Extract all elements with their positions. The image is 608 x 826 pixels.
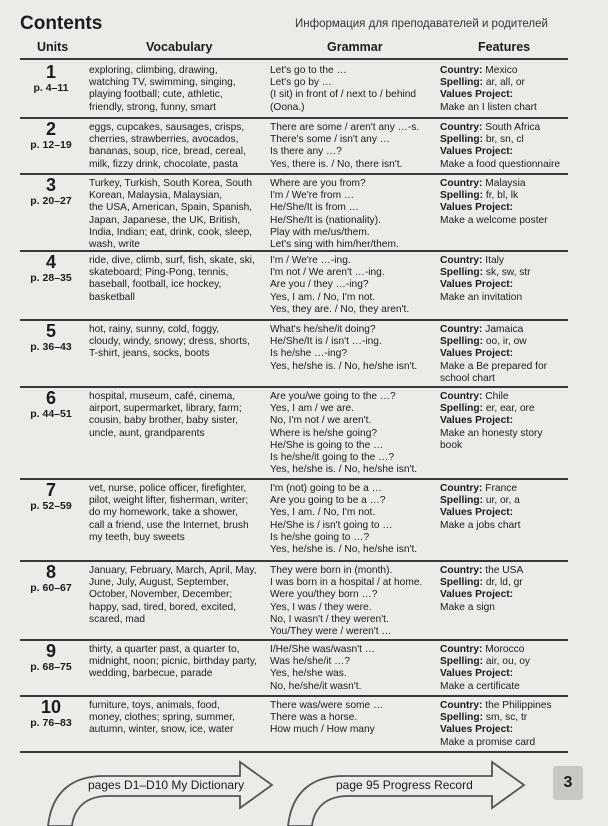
unit-cell bbox=[20, 321, 82, 354]
vocabulary-cell bbox=[89, 644, 265, 681]
grammar-line: Yes, they are. / No, they aren't. bbox=[270, 303, 410, 315]
country-line bbox=[440, 483, 570, 495]
values-project-heading: Values Project: bbox=[440, 89, 514, 101]
table-row bbox=[20, 562, 568, 640]
vocabulary-line: June, July, August, September, bbox=[89, 577, 229, 589]
vocabulary-line: wedding, barbecue, parade bbox=[89, 668, 213, 680]
unit-pages: p. 60–67 bbox=[30, 582, 72, 594]
table-row bbox=[20, 480, 568, 561]
vocabulary-line: cloudy, windy, snowy; dress, shorts, bbox=[89, 336, 250, 348]
country-line bbox=[440, 65, 570, 77]
features-cell bbox=[440, 565, 570, 614]
grammar-line: He/She/It is / isn't …-ing. bbox=[270, 336, 382, 348]
values-project-text: Make a Be prepared for bbox=[440, 360, 548, 372]
row-divider bbox=[20, 639, 568, 641]
features-cell bbox=[440, 700, 570, 749]
grammar-line: Let's sing with him/her/them. bbox=[270, 239, 399, 251]
spelling-label: Spelling: bbox=[440, 403, 484, 415]
vocabulary-line: uncle, aunt, grandparents bbox=[89, 427, 205, 439]
grammar-cell bbox=[270, 700, 438, 737]
grammar-line: He/She/It is from … bbox=[270, 202, 359, 214]
features-cell bbox=[440, 324, 570, 385]
spelling-line bbox=[440, 77, 570, 89]
country-label: Country: bbox=[440, 565, 483, 576]
values-project-label bbox=[440, 146, 570, 158]
vocabulary-line: call a friend, use the Internet, brush bbox=[89, 519, 249, 531]
progress-record-link[interactable]: page 95 Progress Record bbox=[336, 778, 473, 792]
spelling-label: Spelling: bbox=[440, 190, 484, 202]
vocabulary-line: Korean, Malaysia, Malaysian, bbox=[89, 190, 223, 202]
unit-number: 3 bbox=[45, 175, 56, 195]
vocabulary-cell bbox=[89, 324, 265, 361]
table-row bbox=[20, 252, 568, 320]
vocabulary-line: autumn, winter, snow, ice, water bbox=[89, 724, 234, 736]
spelling-value: air, ou, oy bbox=[485, 656, 531, 668]
grammar-line: Play with me/us/them. bbox=[270, 226, 370, 238]
unit-pages: p. 12–19 bbox=[30, 139, 72, 151]
unit-cell bbox=[20, 480, 82, 513]
country-label: Country: bbox=[440, 324, 483, 335]
unit-number: 4 bbox=[45, 252, 56, 272]
header-vocabulary: Vocabulary bbox=[146, 40, 213, 54]
spelling-line bbox=[440, 267, 570, 279]
vocabulary-line: milk, fizzy drink, chocolate, pasta bbox=[89, 158, 238, 170]
values-project-label bbox=[440, 668, 570, 680]
spelling-value: dr, ld, gr bbox=[485, 577, 523, 589]
vocabulary-cell bbox=[89, 122, 265, 171]
spelling-label: Spelling: bbox=[440, 712, 484, 724]
grammar-cell bbox=[270, 178, 438, 251]
grammar-line: Where are you from? bbox=[270, 178, 366, 189]
grammar-line: Yes, I am. / No, I'm not. bbox=[270, 291, 376, 303]
unit-number: 7 bbox=[45, 480, 56, 500]
grammar-line: There was a horse. bbox=[270, 712, 358, 724]
vocabulary-line: scared, mad bbox=[89, 613, 146, 625]
grammar-line: Where is he/she going? bbox=[270, 427, 378, 439]
row-divider bbox=[20, 250, 568, 252]
grammar-line: (Oona.) bbox=[270, 101, 305, 113]
grammar-line: Yes, he/she is. / No, he/she isn't. bbox=[270, 544, 418, 556]
vocabulary-line: money, clothes; spring, summer, bbox=[89, 712, 235, 724]
vocabulary-line: wash, write bbox=[89, 239, 140, 251]
row-divider bbox=[20, 319, 568, 321]
country-line bbox=[440, 178, 570, 190]
grammar-line: What's he/she/it doing? bbox=[270, 324, 376, 335]
grammar-cell bbox=[270, 644, 438, 693]
country-label: Country: bbox=[440, 178, 483, 189]
features-cell bbox=[440, 391, 570, 452]
country-label: Country: bbox=[440, 391, 483, 402]
country-line bbox=[440, 122, 570, 134]
features-cell bbox=[440, 65, 570, 114]
vocabulary-line: cousin, baby brother, baby sister, bbox=[89, 415, 238, 427]
vocabulary-cell bbox=[89, 391, 265, 440]
vocabulary-line: Japan, Japanese, the UK, British, bbox=[89, 214, 241, 226]
vocabulary-cell bbox=[89, 565, 265, 626]
header-grammar: Grammar bbox=[327, 40, 383, 54]
country-value: France bbox=[485, 483, 518, 494]
spelling-line bbox=[440, 712, 570, 724]
header-features: Features bbox=[478, 40, 531, 54]
vocabulary-line: Turkey, Turkish, South Korea, South bbox=[89, 178, 253, 189]
vocabulary-line: cherries, strawberries, avocados, bbox=[89, 134, 239, 146]
grammar-cell bbox=[270, 255, 438, 316]
vocabulary-line: exploring, climbing, drawing, bbox=[89, 65, 218, 76]
spelling-line bbox=[440, 656, 570, 668]
values-project-heading: Values Project: bbox=[440, 202, 514, 214]
vocabulary-line: do my homework, take a shower, bbox=[89, 507, 238, 519]
country-value: Jamaica bbox=[485, 324, 524, 335]
vocabulary-line: ride, dive, climb, surf, fish, skate, ski, bbox=[89, 255, 255, 266]
grammar-line: Yes, he/she is. / No, he/she isn't. bbox=[270, 360, 418, 372]
grammar-line: Yes, I am. / No, I'm not. bbox=[270, 507, 376, 519]
unit-cell bbox=[20, 252, 82, 285]
features-cell bbox=[440, 178, 570, 227]
vocabulary-cell bbox=[89, 700, 265, 737]
dictionary-link[interactable]: pages D1–D10 My Dictionary bbox=[88, 778, 245, 792]
unit-number: 6 bbox=[45, 388, 56, 408]
country-line bbox=[440, 565, 570, 577]
values-project-label bbox=[440, 507, 570, 519]
country-line bbox=[440, 324, 570, 336]
vocabulary-line: vet, nurse, police officer, firefighter, bbox=[89, 483, 247, 494]
country-line bbox=[440, 255, 570, 267]
vocabulary-line: eggs, cupcakes, sausages, crisps, bbox=[89, 122, 245, 133]
page-title: Contents bbox=[20, 13, 103, 34]
row-divider bbox=[20, 560, 568, 562]
table-row bbox=[20, 388, 568, 479]
values-project-text: Make a sign bbox=[440, 601, 495, 613]
unit-pages: p. 68–75 bbox=[30, 661, 72, 673]
row-divider bbox=[20, 478, 568, 480]
vocabulary-line: airport, supermarket, library, farm; bbox=[89, 403, 242, 415]
country-value: Malaysia bbox=[485, 178, 526, 189]
unit-cell bbox=[20, 562, 82, 595]
spelling-value: oo, ir, ow bbox=[485, 336, 527, 348]
values-project-heading: Values Project: bbox=[440, 415, 514, 427]
table-row bbox=[20, 697, 568, 752]
grammar-line: Are you / they …-ing? bbox=[270, 279, 369, 291]
values-project-text: Make a food questionnaire bbox=[440, 158, 561, 170]
spelling-line bbox=[440, 403, 570, 415]
unit-number: 1 bbox=[45, 62, 56, 82]
grammar-line: There are some / aren't any …-s. bbox=[270, 122, 420, 133]
grammar-line: Is there any …? bbox=[270, 146, 342, 158]
values-project-text: book bbox=[440, 439, 463, 451]
spelling-label: Spelling: bbox=[440, 656, 484, 668]
spelling-value: ur, or, a bbox=[485, 495, 520, 507]
grammar-line: Was he/she/it …? bbox=[270, 656, 351, 668]
grammar-cell bbox=[270, 65, 438, 114]
vocabulary-line: friendly, strong, funny, smart bbox=[89, 101, 217, 113]
grammar-cell bbox=[270, 324, 438, 373]
grammar-line: You/They were / weren't … bbox=[270, 626, 392, 638]
header-rule bbox=[20, 58, 568, 60]
vocabulary-cell bbox=[89, 255, 265, 304]
spelling-value: sk, sw, str bbox=[485, 267, 531, 279]
features-cell bbox=[440, 122, 570, 171]
spelling-value: er, ear, ore bbox=[485, 403, 535, 415]
grammar-line: Are you/we going to the …? bbox=[270, 391, 396, 402]
progress-arrow-shape bbox=[288, 762, 524, 826]
page-number: 3 bbox=[553, 766, 583, 800]
country-label: Country: bbox=[440, 700, 483, 711]
spelling-line bbox=[440, 336, 570, 348]
header-units: Units bbox=[37, 40, 69, 54]
unit-cell bbox=[20, 697, 82, 730]
values-project-heading: Values Project: bbox=[440, 589, 514, 601]
spelling-label: Spelling: bbox=[440, 77, 484, 89]
vocabulary-line: baseball, football, ice hockey, bbox=[89, 279, 222, 291]
spelling-value: ar, all, or bbox=[485, 77, 525, 89]
country-value: Morocco bbox=[485, 644, 525, 655]
unit-pages: p. 44–51 bbox=[30, 408, 72, 420]
vocabulary-line: hospital, museum, café, cinema, bbox=[89, 391, 236, 402]
grammar-line: There was/were some … bbox=[270, 700, 384, 711]
row-divider bbox=[20, 386, 568, 388]
grammar-line: He/She is / isn't going to … bbox=[270, 519, 393, 531]
vocabulary-cell bbox=[89, 65, 265, 114]
spelling-label: Spelling: bbox=[440, 336, 484, 348]
vocabulary-line: October, November, December; bbox=[89, 589, 233, 601]
vocabulary-line: thirty, a quarter past, a quarter to, bbox=[89, 644, 240, 655]
unit-cell bbox=[20, 641, 82, 674]
vocabulary-line: basketball bbox=[89, 291, 135, 303]
grammar-line: Is he/she …-ing? bbox=[270, 348, 348, 360]
vocabulary-cell bbox=[89, 178, 265, 251]
values-project-label bbox=[440, 89, 570, 101]
grammar-line: Let's go to the … bbox=[270, 65, 347, 76]
vocabulary-line: watching TV, swimming, singing, bbox=[89, 77, 236, 89]
spelling-line bbox=[440, 577, 570, 589]
values-project-text: Make a promise card bbox=[440, 736, 536, 748]
vocabulary-line: happy, sad, tired, bored, excited, bbox=[89, 601, 237, 613]
values-project-text: Make a jobs chart bbox=[440, 519, 521, 531]
grammar-line: Yes, he/she was. bbox=[270, 668, 347, 680]
grammar-line: I'm (not) going to be a … bbox=[270, 483, 382, 494]
vocabulary-line: playing football; cute, athletic, bbox=[89, 89, 223, 101]
unit-number: 2 bbox=[45, 119, 56, 139]
vocabulary-line: the USA, American, Spain, Spanish, bbox=[89, 202, 253, 214]
grammar-line: I'm / We're from … bbox=[270, 190, 355, 202]
spelling-line bbox=[440, 190, 570, 202]
values-project-text: Make an honesty story bbox=[440, 427, 543, 439]
unit-pages: p. 20–27 bbox=[30, 195, 72, 207]
country-label: Country: bbox=[440, 65, 483, 76]
country-value: Chile bbox=[485, 391, 509, 402]
values-project-label bbox=[440, 202, 570, 214]
values-project-label bbox=[440, 724, 570, 736]
grammar-line: Yes, I was / they were. bbox=[270, 601, 372, 613]
grammar-line: Is he/she/it going to the …? bbox=[270, 452, 395, 464]
grammar-cell bbox=[270, 122, 438, 171]
vocabulary-line: bananas, soup, rice, bread, cereal, bbox=[89, 146, 246, 158]
grammar-line: I'm not / We aren't …-ing. bbox=[270, 267, 385, 279]
country-label: Country: bbox=[440, 255, 483, 266]
info-note: Информация для преподавателей и родителей bbox=[295, 18, 548, 30]
vocabulary-line: January, February, March, April, May, bbox=[89, 565, 257, 576]
grammar-line: They were born in (month). bbox=[270, 565, 393, 576]
values-project-heading: Values Project: bbox=[440, 507, 514, 519]
vocabulary-cell bbox=[89, 483, 265, 544]
grammar-line: I'm / We're …-ing. bbox=[270, 255, 351, 266]
values-project-label bbox=[440, 589, 570, 601]
country-label: Country: bbox=[440, 644, 483, 655]
country-value: the USA bbox=[485, 565, 524, 576]
country-label: Country: bbox=[440, 122, 483, 133]
country-line bbox=[440, 700, 570, 712]
grammar-line: Let's go by … bbox=[270, 77, 332, 89]
table-row bbox=[20, 175, 568, 251]
grammar-line: Is he/she going to …? bbox=[270, 531, 370, 543]
values-project-heading: Values Project: bbox=[440, 146, 514, 158]
country-value: Italy bbox=[485, 255, 504, 266]
vocabulary-line: India, Indian; eat, drink, cook, sleep, bbox=[89, 226, 253, 238]
country-value: Mexico bbox=[485, 65, 518, 76]
grammar-line: He/She/It is (nationality). bbox=[270, 214, 381, 226]
country-line bbox=[440, 644, 570, 656]
table-row bbox=[20, 62, 568, 118]
grammar-line: Were you/they born …? bbox=[270, 589, 378, 601]
spelling-value: br, sn, cl bbox=[485, 134, 524, 146]
grammar-line: Yes, he/she is. / No, he/she isn't. bbox=[270, 464, 418, 476]
row-divider bbox=[20, 173, 568, 175]
unit-number: 5 bbox=[45, 321, 56, 341]
unit-cell bbox=[20, 62, 82, 95]
unit-pages: p. 76–83 bbox=[30, 717, 72, 729]
grammar-line: (I sit) in front of / next to / behind bbox=[270, 89, 417, 101]
values-project-label bbox=[440, 415, 570, 427]
grammar-line: I/He/She was/wasn't … bbox=[270, 644, 375, 655]
unit-cell bbox=[20, 388, 82, 421]
spelling-label: Spelling: bbox=[440, 267, 484, 279]
grammar-cell bbox=[270, 565, 438, 638]
country-value: the Philippines bbox=[485, 700, 552, 711]
values-project-label bbox=[440, 348, 570, 360]
grammar-line: No, I'm not / we aren't. bbox=[270, 415, 372, 427]
unit-number: 10 bbox=[40, 697, 62, 717]
grammar-line: How much / How many bbox=[270, 724, 375, 736]
values-project-heading: Values Project: bbox=[440, 279, 514, 291]
row-divider bbox=[20, 117, 568, 119]
grammar-cell bbox=[270, 391, 438, 476]
grammar-line: He/She is going to the … bbox=[270, 439, 384, 451]
values-project-heading: Values Project: bbox=[440, 724, 514, 736]
values-project-label bbox=[440, 279, 570, 291]
table-row bbox=[20, 119, 568, 174]
spelling-label: Spelling: bbox=[440, 577, 484, 589]
table-row bbox=[20, 321, 568, 387]
spelling-line bbox=[440, 495, 570, 507]
unit-cell bbox=[20, 119, 82, 152]
unit-cell bbox=[20, 175, 82, 208]
spelling-line bbox=[440, 134, 570, 146]
features-cell bbox=[440, 644, 570, 693]
grammar-line: There's some / isn't any … bbox=[270, 134, 390, 146]
values-project-text: school chart bbox=[440, 372, 495, 384]
values-project-heading: Values Project: bbox=[440, 668, 514, 680]
country-value: South Africa bbox=[485, 122, 541, 133]
values-project-text: Make a welcome poster bbox=[440, 214, 548, 226]
unit-number: 8 bbox=[45, 562, 56, 582]
vocabulary-line: T-shirt, jeans, socks, boots bbox=[89, 348, 210, 360]
unit-pages: p. 52–59 bbox=[30, 500, 72, 512]
unit-pages: p. 28–35 bbox=[30, 272, 72, 284]
vocabulary-line: skateboard; Ping-Pong, tennis, bbox=[89, 267, 229, 279]
features-cell bbox=[440, 483, 570, 532]
row-divider bbox=[20, 695, 568, 697]
features-cell bbox=[440, 255, 570, 304]
grammar-line: No, I wasn't / they weren't. bbox=[270, 613, 389, 625]
grammar-line: Are you going to be a …? bbox=[270, 495, 386, 507]
country-line bbox=[440, 391, 570, 403]
values-project-heading: Values Project: bbox=[440, 348, 514, 360]
vocabulary-line: my teeth, buy sweets bbox=[89, 531, 185, 543]
vocabulary-line: furniture, toys, animals, food, bbox=[89, 700, 220, 711]
values-project-text: Make an invitation bbox=[440, 291, 523, 303]
unit-number: 9 bbox=[45, 641, 56, 661]
vocabulary-line: pilot, weight lifter, fisherman, writer; bbox=[89, 495, 249, 507]
grammar-line: No, he/she/it wasn't. bbox=[270, 680, 362, 692]
vocabulary-line: hot, rainy, sunny, cold, foggy, bbox=[89, 324, 220, 335]
table-row bbox=[20, 641, 568, 696]
grammar-line: I was born in a hospital / at home. bbox=[270, 577, 423, 589]
vocabulary-line: midnight, noon; picnic, birthday party, bbox=[89, 656, 257, 668]
spelling-label: Spelling: bbox=[440, 495, 484, 507]
spelling-label: Spelling: bbox=[440, 134, 484, 146]
spelling-value: sm, sc, tr bbox=[485, 712, 528, 724]
country-label: Country: bbox=[440, 483, 483, 494]
grammar-line: Yes, there is. / No, there isn't. bbox=[270, 158, 403, 170]
spelling-value: fr, bl, lk bbox=[485, 190, 519, 202]
grammar-line: Yes, I am / we are. bbox=[270, 403, 354, 415]
dictionary-arrow-shape bbox=[48, 762, 272, 826]
grammar-cell bbox=[270, 483, 438, 556]
unit-pages: p. 4–11 bbox=[33, 82, 69, 94]
values-project-text: Make a certificate bbox=[440, 680, 520, 692]
values-project-text: Make an I listen chart bbox=[440, 101, 537, 113]
unit-pages: p. 36–43 bbox=[30, 341, 72, 353]
